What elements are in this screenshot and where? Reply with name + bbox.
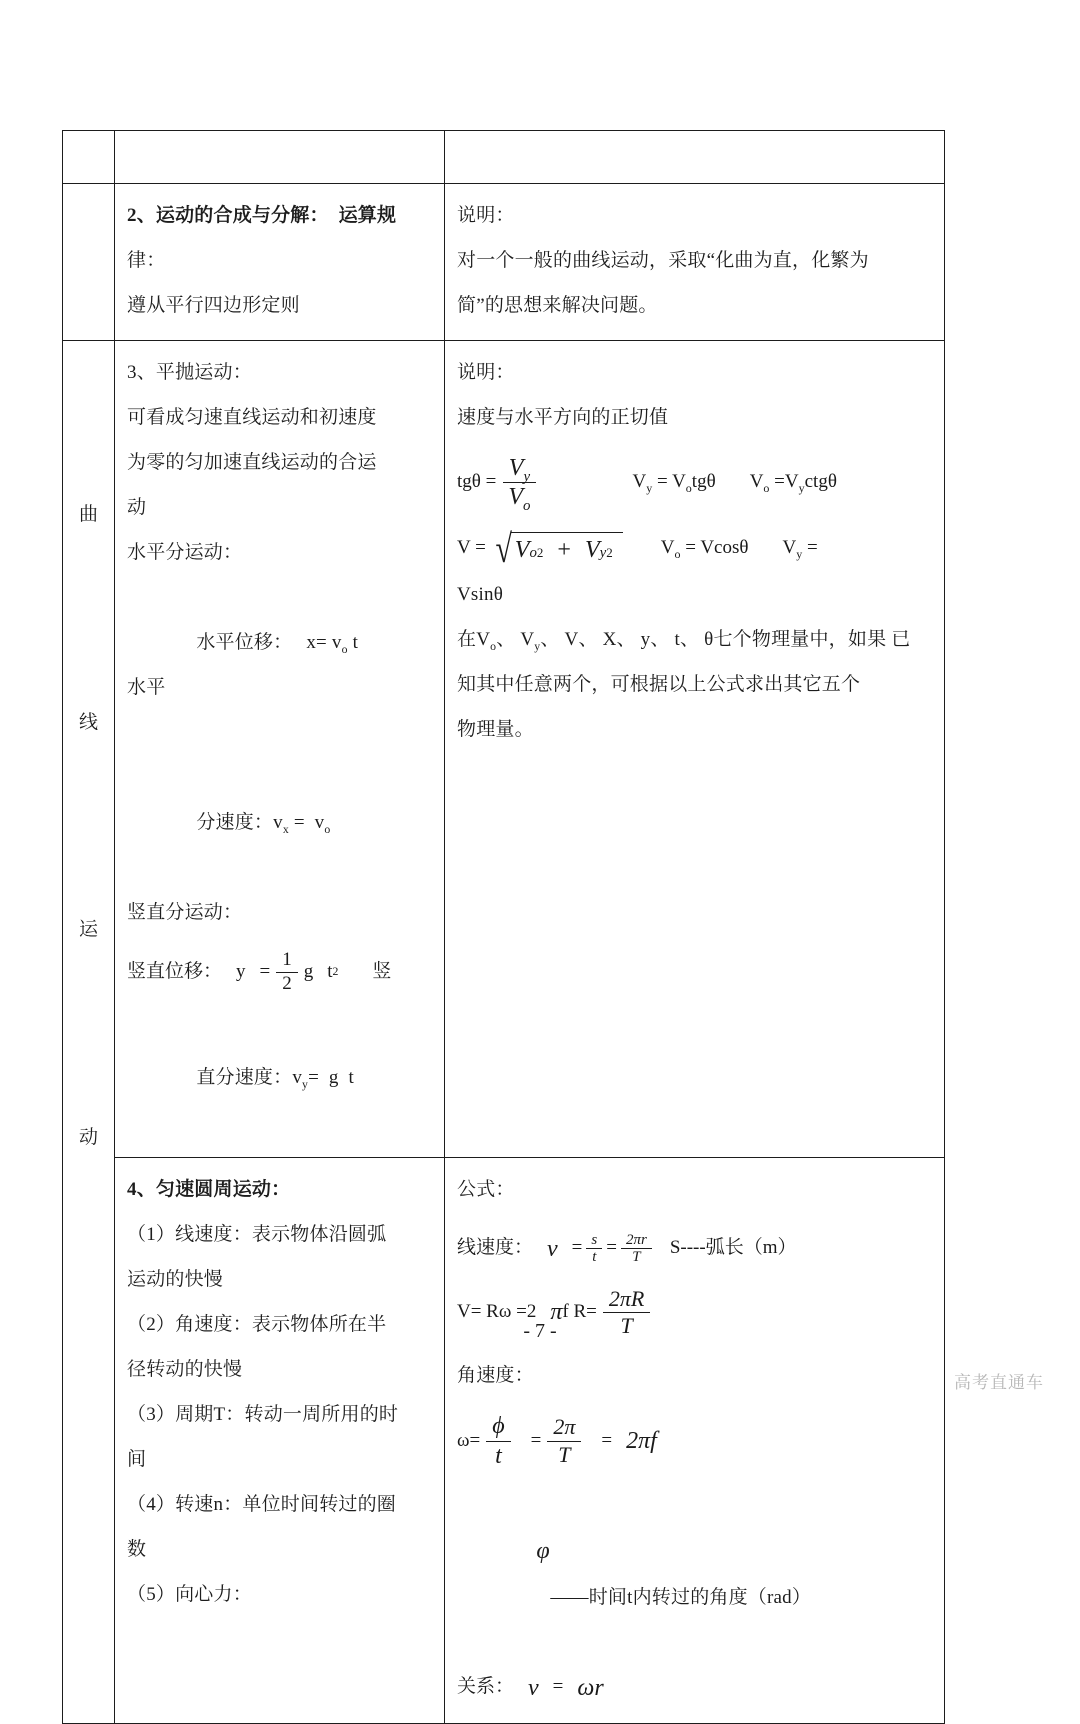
projectile-desc-2: 为零的匀加速直线运动的合运 (127, 452, 377, 473)
vrel-lhs: V= Rω =2 (457, 1301, 537, 1323)
vdisp-trailing: 竖 (372, 960, 392, 982)
composition-line-3: 遵从平行四边形定则 (127, 295, 300, 316)
tangent-lhs: tgθ = (457, 471, 497, 493)
vo-cos-expr (660, 537, 749, 562)
omega-num-phi: ϕ (486, 1412, 510, 1441)
radicand-v1: V (514, 536, 530, 563)
omega-lhs: ω= (457, 1429, 481, 1451)
hvel-mid: = v (288, 812, 325, 833)
row-projectile-right (445, 341, 945, 1158)
linear-speed-formula (457, 1226, 934, 1272)
header-cell-right (445, 131, 945, 184)
tangent-den-v: V (508, 484, 524, 511)
relation-eq: = (552, 1676, 564, 1698)
tangent-vy-sub: y (646, 481, 653, 496)
projectile-summary-line-3: 物理量。 (457, 718, 534, 740)
tangent-vo-tail: ctgθ (804, 471, 837, 493)
ls-den-T: T (632, 1249, 641, 1266)
projectile-horizontal-velocity (127, 755, 434, 890)
tangent-vy-sub2: o (685, 481, 692, 496)
page-number: - 7 - (523, 1320, 557, 1342)
row-circular-left (115, 1157, 445, 1723)
tangent-vy-eq: = V (652, 471, 686, 493)
hvel-sub-o: o (324, 822, 331, 836)
tangent-den-sub: o (523, 498, 531, 515)
header-cell-label (63, 131, 115, 184)
radicand-v2: V (584, 536, 600, 563)
vvel-label: 直分速度：v (196, 1066, 303, 1088)
circular-item-4: （4）转速n：单位时间转过的圈 (127, 1493, 397, 1515)
composition-line-2: 律： (127, 250, 166, 271)
tangent-vy-tail: tgθ (691, 471, 716, 493)
summary-rest: 、 V、 X、 y、 t、 θ七个物理量中，如果 已 (540, 628, 911, 650)
header-cell-left (115, 131, 445, 184)
row-label-cell-empty (63, 184, 115, 341)
tangent-formula-row (457, 454, 934, 515)
projectile-summary-line-1 (457, 617, 934, 662)
vlabel-char-0: 曲 (78, 504, 98, 526)
tangent-num (503, 454, 536, 483)
vertical-section-label-cell (63, 341, 115, 1724)
circular-item-3b: 间 (127, 1448, 147, 1470)
row-motion-composition-left (115, 184, 445, 341)
projectile-vertical-displacement: 竖直位移： y = $\frac{1}{2}$ g t 2 竖 (127, 949, 392, 994)
omega-rhs-2pif: 2πf (626, 1427, 657, 1454)
vdisp-label: 竖直位移： (127, 960, 223, 982)
tangent-vy-expr (632, 471, 716, 496)
hdisp-tail: t (347, 632, 359, 653)
circular-item-2b: 径转动的快慢 (127, 1358, 243, 1380)
square-root-expression (490, 525, 623, 571)
projectile-vertical-velocity (127, 1010, 434, 1145)
omega-eq1: = (530, 1429, 542, 1451)
table-row (63, 341, 945, 1158)
linear-speed-fraction-2pir (621, 1232, 652, 1266)
vrel-den: T (620, 1312, 633, 1338)
vo-cos-tail: = Vcosθ (680, 537, 749, 559)
omega-den-t: t (495, 1442, 502, 1469)
circular-item-4b: 数 (127, 1538, 147, 1560)
composition-note-line-2: 简”的思想来解决问题。 (457, 295, 658, 316)
row-motion-composition-right (445, 184, 945, 341)
ls-den-t: t (592, 1249, 597, 1266)
tangent-vo-sub: o (763, 481, 770, 496)
linear-speed-note: S----弧长（m） (669, 1237, 797, 1259)
row-circular-right (445, 1157, 945, 1723)
linear-speed-eq2: = (606, 1237, 617, 1259)
vo-cos: V (660, 537, 675, 559)
physics-summary-table (62, 130, 945, 1724)
hdisp-label: 水平位移： (196, 632, 293, 653)
summary-mid: 、 V (496, 628, 535, 650)
hdisp-sub: o (341, 642, 348, 656)
tangent-num-sub: y (523, 468, 531, 485)
vlabel-char-3: 动 (78, 1126, 98, 1148)
circular-item-1b: 运动的快慢 (127, 1268, 224, 1290)
projectile-desc-3: 动 (127, 497, 147, 518)
vy-sub: y (796, 547, 803, 562)
vdisp-eq: = (259, 960, 271, 982)
table-row (63, 1157, 945, 1723)
vo-cos-sub: o (674, 547, 681, 562)
vlabel-char-1: 线 (78, 711, 98, 733)
tangent-vy: V (632, 471, 647, 493)
vlabel-char-2: 运 (78, 919, 98, 941)
vdisp-t: t (327, 960, 333, 982)
hvel-label: 分速度：v (196, 812, 283, 833)
vy-tail: = (802, 537, 818, 559)
radicand: V o 2 + V y 2 (511, 532, 623, 566)
circular-item-5: （5）向心力： (127, 1583, 252, 1605)
tangent-vo: V (749, 471, 764, 493)
relation-rhs: ωr (577, 1674, 604, 1701)
tangent-fraction (502, 454, 536, 515)
vvel-rest: = g t (308, 1066, 355, 1088)
tangent-vo-expr (749, 471, 837, 496)
projectile-summary-line-2: 知其中任意两个，可根据以上公式求出其它五个 (457, 673, 861, 695)
v-omega-r-relation (457, 1665, 934, 1711)
tangent-den (502, 483, 536, 515)
relation-v: v (528, 1674, 539, 1701)
vy-v: V (782, 537, 797, 559)
tangent-vo-sub2: y (798, 481, 805, 496)
vrel-pi: π (550, 1299, 563, 1326)
resultant-velocity-row (457, 526, 934, 572)
projectile-desc-1: 可看成匀速直线运动和初速度 (127, 407, 377, 428)
radical-sign-icon: √ (495, 525, 512, 571)
omega-fraction-2pi-T (547, 1414, 581, 1467)
omega-den-T: T (558, 1441, 571, 1467)
linear-speed-v: v (547, 1235, 558, 1262)
relation-label: 关系： (457, 1676, 515, 1698)
hvel-sub-x: x (282, 822, 289, 836)
vy-expr (782, 537, 818, 562)
projectile-vertical-heading: 竖直分运动： (127, 902, 243, 923)
tangent-num-v: V (508, 455, 524, 481)
linear-speed-eq1: = (571, 1237, 583, 1259)
vsin-theta-line: Vsinθ (457, 583, 503, 605)
watermark: 高考直通车 (954, 1373, 1044, 1392)
phi-definition-line (457, 1484, 934, 1665)
circular-item-2: （2）角速度：表示物体所在半 (127, 1313, 387, 1335)
linear-speed-fraction-st (586, 1232, 602, 1266)
angular-speed-label: 角速度： (457, 1365, 534, 1387)
vvel-sub: y (302, 1077, 309, 1091)
summary-sub-o: o (490, 639, 497, 653)
vrel-mid: f R= (562, 1301, 597, 1323)
phi-note-text: ——时间t内转过的角度（rad） (550, 1586, 812, 1608)
circular-item-3: （3）周期T：转动一周所用的时 (127, 1403, 399, 1425)
summary-sub-y: y (534, 639, 541, 653)
projectile-title: 3、平抛运动： (127, 362, 252, 383)
omega-eq2: = (601, 1429, 613, 1451)
composition-line-1: 2、运动的合成与分解： 运算规 (127, 205, 397, 226)
circular-formula-label: 公式： (457, 1178, 515, 1200)
projectile-note-label: 说明： (457, 362, 515, 383)
ls-num-s: s (586, 1232, 602, 1250)
projectile-horizontal-displacement (127, 575, 434, 755)
resultant-lhs: V = (457, 537, 486, 559)
linear-speed-label: 线速度： (457, 1237, 534, 1259)
ls-num-2pir: 2πr (621, 1232, 652, 1250)
tangent-vo-eq: =V (769, 471, 799, 493)
vertical-label-curvilinear-motion (63, 341, 114, 1301)
omega-num-2pi: 2π (547, 1414, 581, 1441)
vdisp-den: 2 (282, 972, 292, 994)
hdisp-trailing: 水平 (127, 677, 166, 698)
composition-note-label: 说明： (457, 205, 515, 226)
phi-symbol: φ (536, 1537, 550, 1564)
projectile-horizontal-heading: 水平分运动： (127, 542, 243, 563)
circular-item-1: （1）线速度：表示物体沿圆弧 (127, 1223, 387, 1245)
summary-prefix: 在V (457, 628, 491, 650)
vrel-num: 2πR (603, 1286, 650, 1313)
vdisp-fraction-half (276, 949, 298, 996)
vdisp-num: 1 (276, 949, 298, 973)
projectile-note-text: 速度与水平方向的正切值 (457, 407, 669, 428)
vdisp-y: y (236, 960, 246, 982)
row-projectile-left (115, 341, 445, 1158)
table-row (63, 184, 945, 341)
radicand-plus: + (557, 536, 571, 563)
circular-title: 4、匀速圆周运动： (127, 1178, 291, 1200)
hdisp-formula: x= v (306, 632, 342, 653)
composition-note-line-1: 对一个一般的曲线运动，采取“化曲为直，化繁为 (457, 250, 869, 271)
vdisp-g: g (303, 960, 314, 982)
table-header-row (63, 131, 945, 184)
